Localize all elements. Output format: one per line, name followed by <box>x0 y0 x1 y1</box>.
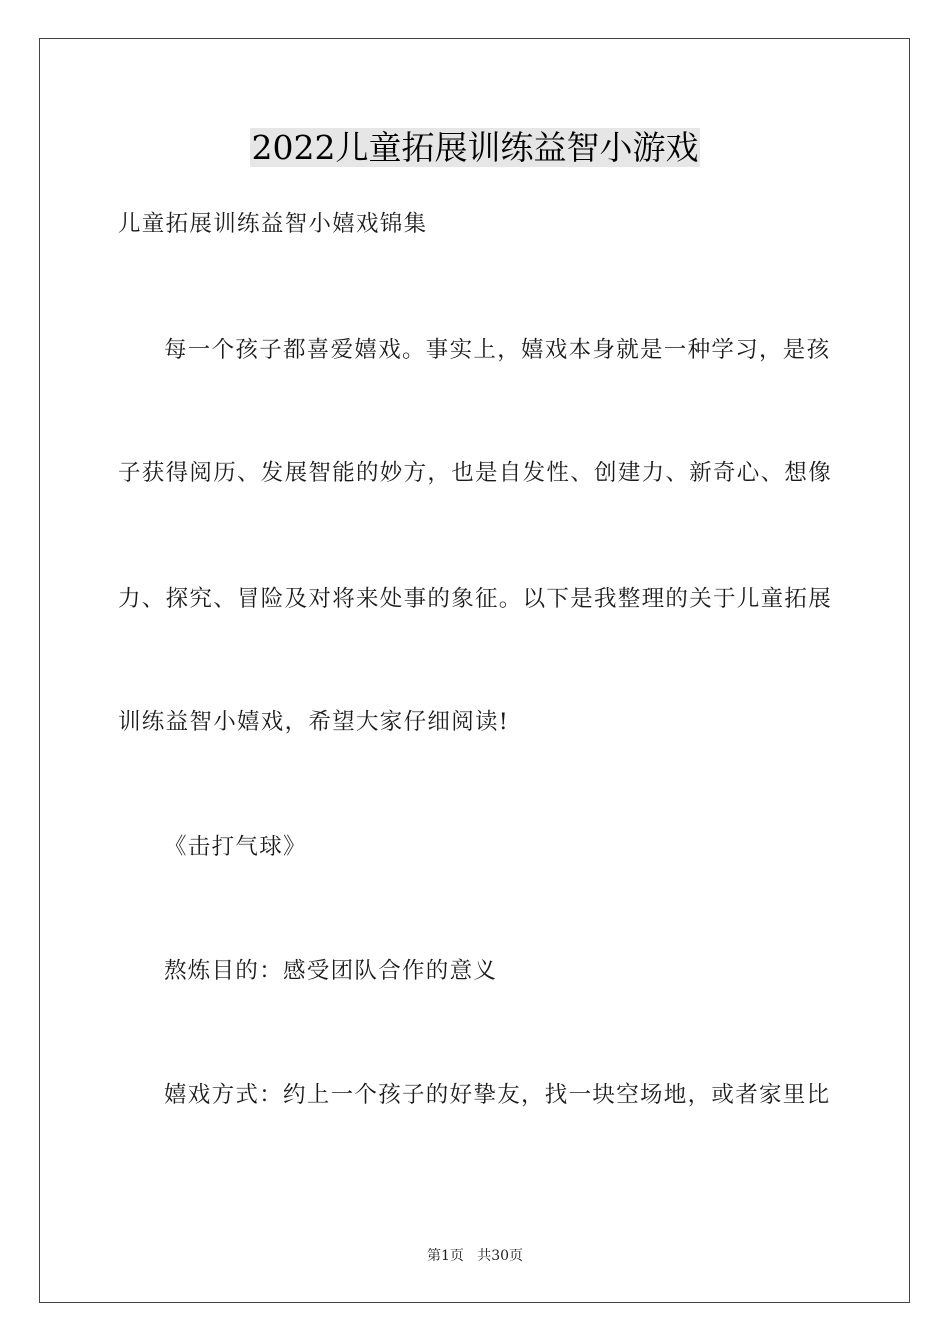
game-title: 《击打气球》 <box>164 834 307 860</box>
page-footer: 第1页 共30页 <box>426 1248 524 1264</box>
document-subtitle: 儿童拓展训练益智小嬉戏锦集 <box>118 211 428 237</box>
method-line: 嬉戏方式：约上一个孩子的好挚友，找一块空场地，或者家里比 <box>164 1082 831 1108</box>
document-title-text: 2022儿童拓展训练益智小游戏 <box>251 128 699 167</box>
paragraph-line: 力、探究、冒险及对将来处事的象征。以下是我整理的关于儿童拓展 <box>118 586 833 612</box>
paragraph-line: 每一个孩子都喜爱嬉戏。事实上，嬉戏本身就是一种学习，是孩 <box>164 337 831 363</box>
document-title <box>0 126 950 170</box>
purpose-line: 熬炼目的：感受团队合作的意义 <box>164 958 498 984</box>
paragraph-line: 训练益智小嬉戏，希望大家仔细阅读! <box>118 709 510 735</box>
paragraph-line: 子获得阅历、发展智能的妙方，也是自发性、创建力、新奇心、想像 <box>118 460 833 486</box>
